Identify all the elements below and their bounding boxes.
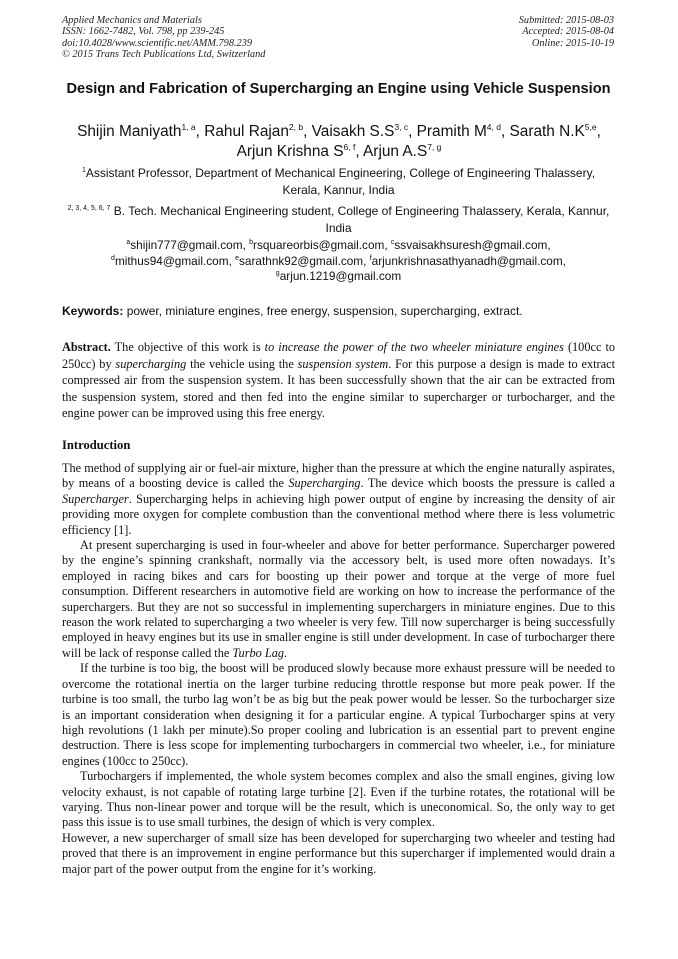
paper-title: Design and Fabrication of Supercharging an Engine using Vehicle Suspension (66, 81, 611, 97)
paragraph-emphasis: Turbo Lag (232, 645, 284, 660)
abstract-text: (100cc to 250cc) by (62, 340, 616, 371)
email-sup: e (235, 254, 240, 262)
section-heading-introduction: Introduction (62, 438, 131, 452)
abstract-text: The objective of this work is (110, 340, 265, 354)
accepted-date: Accepted: 2015-08-04 (522, 26, 614, 38)
email-list: $^a$shijin777@gmail.com, $^b$rsquareorbis@gmail.com, $^c$ssvaisakhsuresh@gmail.com, $^d$mithus94@gmail.com, $^e$sarathnk92@gmail.com, $^f$arjunkrishnasathyanadh@gmail.com, $^g$arjun.1219@gmail.com (111, 238, 566, 283)
abstract-text: . For this purpose a design is made to extract compressed air from the suspension system. It has been successfully shown that the air can be extracted from the suspension system, stored and then fed into the engine similar to supercharger or turbocharger, and the engine power can be improved using this free energy. (62, 356, 615, 420)
keywords-text: power, miniature engines, free energy, suspension, supercharging, extract. (123, 304, 523, 318)
issn-line: ISSN: 1662-7482, Vol. 798, pp 239-245 (62, 26, 225, 38)
author-sup: 4, d (486, 122, 501, 132)
keywords (62, 303, 615, 319)
paragraph: Turbochargers if implemented, the whole system becomes complex and also the small engines, giving low velocity exhaust, is not capable of rotating large turbine [2]. Even if the turbine rotates, the rotational will be varying. Thus non-linear power and torque will be the result, which is uneconomical. So, the only way to get pass this issue is to use small turbines, the design of which is very complex. (62, 769, 615, 830)
affiliation-sup: 2, 3, 4, 5, 6, 7 (67, 205, 111, 212)
affiliation-1 (62, 165, 615, 199)
paragraph-emphasis: Supercharger (62, 491, 129, 506)
doi-line[interactable]: doi:10.4028/www.scientific.net/AMM.798.239 (62, 37, 252, 49)
abstract-emphasis: supercharging (115, 356, 187, 371)
affiliation-2 (62, 203, 615, 237)
email-address[interactable]: sarathnk92@gmail.com (239, 253, 364, 268)
email-sup: d (111, 254, 115, 262)
abstract-label: Abstract. (62, 340, 111, 354)
online-date: Online: 2015-10-19 (531, 37, 614, 49)
author-sup: 7, g (427, 142, 442, 152)
email-address[interactable]: mithus94@gmail.com (114, 253, 229, 268)
abstract-emphasis: to increase the power of the two wheeler miniature engines (264, 340, 564, 354)
email-address[interactable]: rsquareorbis@gmail.com (253, 238, 385, 252)
author-sup: 1, a (181, 122, 196, 132)
introduction-body (62, 461, 615, 877)
author-name: Vaisakh S.S (311, 123, 395, 140)
keywords-label: Keywords: (62, 304, 124, 318)
author-name: Pramith M (416, 123, 487, 140)
email-sup: b (249, 239, 254, 246)
affiliation-text: Assistant Professor, Department of Mechanical Engineering, College of Engineering Thalassery, Kerala, Kannur, India (85, 166, 596, 197)
paragraph-emphasis: Supercharging (288, 476, 361, 491)
author-sup: 3, c (394, 122, 409, 132)
author-name: Arjun A.S (363, 143, 428, 160)
email-sup: c (390, 239, 395, 246)
submitted-date: Submitted: 2015-08-03 (518, 15, 614, 26)
author-sup: 5,e (584, 122, 597, 132)
abstract-text: the vehicle using the (186, 356, 298, 371)
paragraph (62, 461, 615, 538)
author-list: Shijin Maniyath$^{1, a}$, Rahul Rajan$^{2, b}$, Vaisakh $S.S^{3, c}$, Pramith M$^{4, d}$, Sarath $N.K^{5,e}$, Arjun Krishna S$^{6, f}$, Arjun $A.S^{7, g}$ (77, 122, 601, 160)
paragraph-text: . (284, 645, 288, 660)
journal-header (62, 15, 265, 60)
email-address[interactable]: arjunkrishnasathyanadh@gmail.com (371, 253, 563, 268)
author-name: Arjun Krishna S (236, 143, 344, 160)
abstract-emphasis: suspension system (297, 356, 389, 371)
author-name: Sarath N.K (509, 123, 585, 140)
email-sup: g (275, 270, 280, 277)
email-address[interactable]: arjun.1219@gmail.com (279, 269, 402, 283)
journal-name: Applied Mechanics and Materials (62, 15, 202, 26)
paragraph-text: . Supercharging helps in achieving high power output of engine by increasing the density of air providing more oxygen for complete combustion than the conventional method where there is less volumetric efficiency [1]. (62, 491, 615, 537)
paragraph (62, 538, 615, 661)
email-sup: a (126, 239, 131, 246)
email-address[interactable]: shijin777@gmail.com (130, 238, 243, 252)
paragraph-text: . The device which boosts the pressure is called a (360, 476, 615, 491)
paragraph: If the turbine is too big, the boost will be produced slowly because more exhaust pressure will be needed to overcome the rotational inertia on the larger turbine reducing throttle response but more peak power. If the turbine is too small, the turbo lag won’t be as big but the peak power would be lesser. So the turbocharger size is an important consideration when designing it for a particular engine. A typical Turbocharger spins at very high revolutions (1 lakh per minute).So proper cooling and lubrication is an essential part to prevent engine destruction. There is less scope for implementing turbochargers in commercial two wheeler, i.e., for miniature engines (100cc to 250cc). (62, 661, 615, 768)
email-address[interactable]: ssvaisakhsuresh@gmail.com (394, 238, 548, 252)
abstract (62, 339, 615, 422)
affiliation-text: B. Tech. Mechanical Engineering student, College of Engineering Thalassery, Kerala, Kannur, India (110, 204, 610, 235)
copyright-line: © 2015 Trans Tech Publications Ltd, Switzerland (62, 48, 266, 60)
author-sup: 2, b (288, 122, 304, 132)
author-sup: 6, f (343, 142, 356, 152)
email-sup: f (369, 254, 372, 262)
affiliation-sup: 1 (81, 167, 86, 174)
paragraph-text: At present supercharging is used in four-wheeler and above for better performance. Supercharger powered by the engine’s spinning crankshaft, normally via the accessory belt, is used more often nowadays. It’s employed in racing bikes and cars for boosting up their power and torque at the verge of more fuel consumption. Different researchers in automotive field are working on how to increase the performance of the superchargers. But they are not so successful in implementing superchargers in miniature engines. Due to this reason the work related to supercharging a two wheeler is very few. Till now supercharger is being successfully employed in heavy engines but its use in smaller engine is still under development. In case of turbocharger there will be lack of response called the (62, 538, 615, 660)
paragraph-text: The method of supplying air or fuel-air mixture, higher than the pressure at which the engine naturally aspirates, by means of a boosting device is called the (62, 461, 615, 491)
dates-header (519, 15, 614, 49)
author-name: Shijin Maniyath (77, 123, 182, 140)
paragraph: However, a new supercharger of small size has been developed for supercharging two wheeler and testing had proved that there is an improvement in engine performance but this supercharger if implemented would drain a major part of the power output from the engine for it’s working. (62, 830, 615, 876)
author-name: Rahul Rajan (204, 123, 289, 140)
